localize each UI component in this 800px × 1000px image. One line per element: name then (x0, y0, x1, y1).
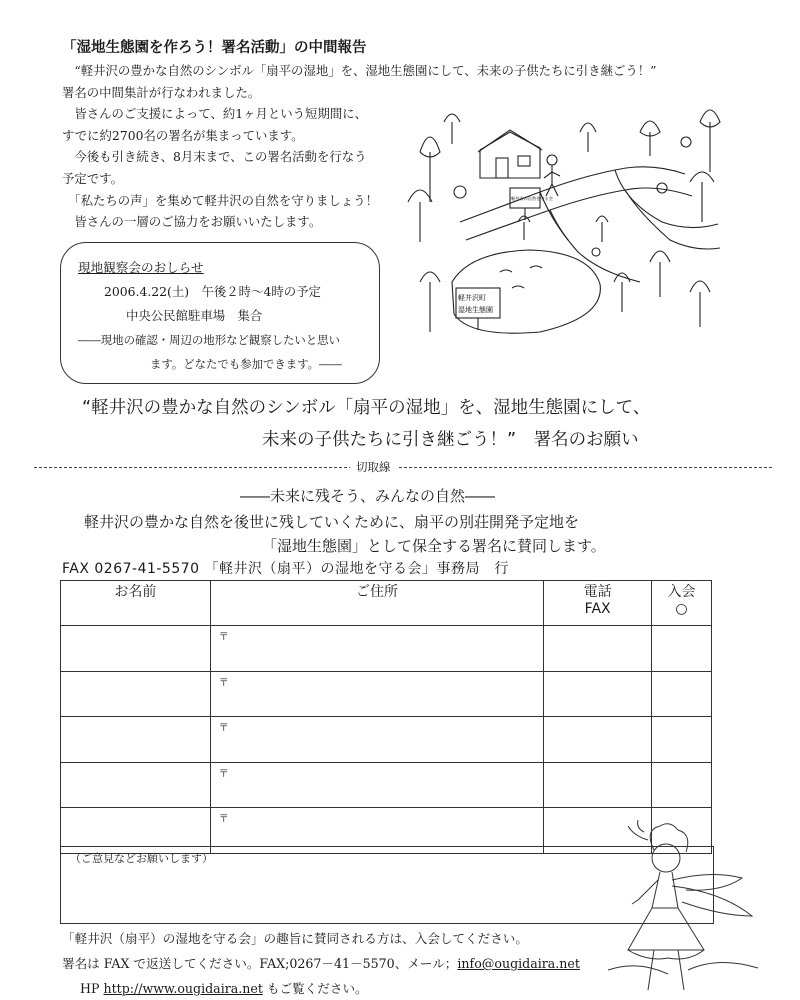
header-join: 入会 ○ (652, 581, 712, 626)
join-field[interactable] (652, 762, 712, 808)
address-field[interactable] (210, 717, 543, 763)
petition-line-2: 「湿地生態園」として保全する署名に賛同します。 (262, 537, 606, 555)
fax-destination: FAX 0267-41-5570 「軽井沢（扇平）の湿地を守る会」事務局 行 (62, 561, 510, 577)
zip-mark: 〒 (218, 677, 229, 689)
name-field[interactable] (61, 762, 211, 808)
table-row (61, 717, 712, 763)
form-slogan: ――未来に残そう、みんなの自然―― (240, 487, 496, 505)
join-field[interactable] (652, 671, 712, 717)
appeal-line-2: 未来の子供たちに引き継ごう！” 署名のお願い (262, 430, 639, 450)
phone-fax-field[interactable] (544, 626, 652, 672)
notice-note-1: ――現地の確認・周辺の地形など観察したいと思い (78, 333, 340, 347)
zip-mark: 〒 (218, 814, 229, 825)
report-line: 予定です。 (62, 170, 123, 186)
join-field[interactable] (652, 717, 712, 763)
zip-mark: 〒 (218, 723, 229, 734)
report-line: すでに約2700名の署名が集まっています。 (62, 127, 304, 143)
address-field[interactable] (210, 626, 543, 672)
fairy-illustration (598, 820, 798, 995)
notice-datetime: 2006.4.22(土) 午後２時～4時の予定 (104, 284, 321, 299)
report-line: “軽井沢の豊かな自然のシンボル「扇平の湿地」を、湿地生態園にして、未来の子供たちに引き継ごう！” (62, 63, 657, 78)
footer-website: HP http://www.ougidaira.net もご覧ください。 (80, 981, 368, 996)
report-title: 「湿地生態園を作ろう！署名活動」の中間報告 (62, 40, 367, 56)
report-line: 皆さんのご支援によって、約1ヶ月という短期間に、 (62, 106, 368, 122)
comment-label: （ご意見などお願いします） (70, 852, 213, 865)
notice-place: 中央公民館駐車場 集合 (126, 308, 263, 323)
name-field[interactable] (61, 626, 211, 672)
header-phone-fax: 電話 FAX (544, 581, 652, 626)
zip-mark: 〒 (218, 768, 229, 780)
notice-note-2: ます。どなたでも参加できます。―― (150, 357, 342, 371)
footer-contact: 署名は FAX で返送してください。FAX;0267－41－5570、メール；info@ougidaira.net (62, 956, 580, 971)
cut-line (34, 467, 772, 468)
signature-table-header (61, 581, 712, 626)
sign-town-label: 軽井沢町 (458, 294, 486, 302)
footer-join-invite: 「軽井沢（扇平）の湿地を守る会」の趣旨に賛同される方は、入会してください。 (62, 931, 528, 946)
address-field[interactable] (210, 671, 543, 717)
small-sign-label: 軽井沢の自然を守る会 (511, 196, 553, 201)
zip-mark: 〒 (218, 632, 229, 643)
report-line: 今後も引き続き、8月末まで、この署名活動を行なう (62, 149, 367, 165)
cut-line-label: 切取線 (350, 459, 397, 475)
header-name: お名前 (61, 581, 211, 626)
report-line: 署名の中間集計が行なわれました。 (62, 84, 261, 100)
email-link[interactable]: info@ougidaira.net (457, 956, 580, 971)
table-row (61, 671, 712, 717)
table-row (61, 626, 712, 672)
header-address: ご住所 (210, 581, 543, 626)
phone-fax-field[interactable] (544, 671, 652, 717)
report-line: 皆さんの一層のご協力をお願いいたします。 (62, 214, 322, 230)
sign-park-label: 湿地生態園 (458, 306, 493, 314)
name-field[interactable] (61, 671, 211, 717)
website-link[interactable]: http://www.ougidaira.net (103, 981, 263, 996)
signature-table (60, 580, 712, 854)
name-field[interactable] (61, 717, 211, 763)
report-line: 「私たちの声」を集めて軽井沢の自然を守りましょう！ (62, 192, 378, 208)
address-field[interactable] (210, 762, 543, 808)
petition-line-1: 軽井沢の豊かな自然を後世に残していくために、扇平の別荘開発予定地を (84, 513, 580, 531)
table-row (61, 762, 712, 808)
notice-title: 現地観察会のおしらせ (78, 260, 204, 275)
phone-fax-field[interactable] (544, 717, 652, 763)
phone-fax-field[interactable] (544, 762, 652, 808)
wetland-map-illustration (400, 92, 730, 344)
join-field[interactable] (652, 626, 712, 672)
appeal-line-1: “軽井沢の豊かな自然のシンボル「扇平の湿地」を、湿地生態園にして、 (82, 398, 651, 418)
